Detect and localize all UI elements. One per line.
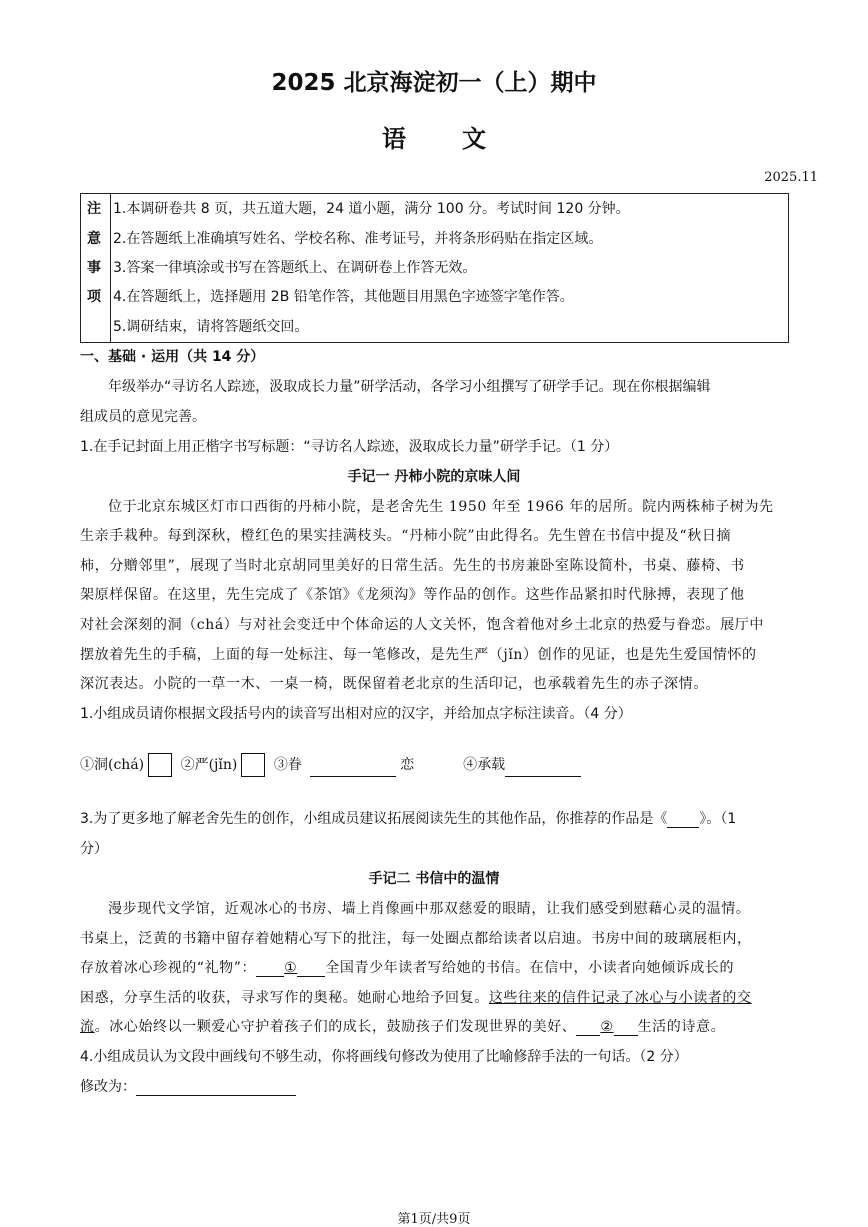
answer-blank-3[interactable] — [310, 776, 396, 777]
exam-title: 2025 北京海淀初一（上）期中 — [271, 70, 597, 96]
question-3-cont: 分） — [80, 841, 108, 857]
note1-line: 柿，分赠邻里”，展现了当时北京胡同里美好的日常生活。先生的书房兼卧室陈设简朴，书桌、藤椅、书 — [80, 558, 745, 574]
notice-line: 2.在答题纸上准确填写姓名、学校名称、准考证号，并将条形码贴在指定区域。 — [113, 231, 603, 247]
note2-title: 手记二 书信中的温情 — [368, 871, 500, 887]
note1-line: 位于北京东城区灯市口西街的丹柿小院，是老舍先生 1950 年至 1966 年的居所。院内两株柿子树为先 — [108, 499, 774, 515]
note1-title: 手记一 丹柿小院的京味人间 — [347, 469, 521, 485]
note2-line — [80, 987, 752, 1007]
notice-char: 注 — [87, 201, 101, 217]
q3-points: 》。（1 — [699, 811, 737, 827]
q2-item-4: ④承载 — [463, 757, 506, 773]
note2-line — [80, 957, 734, 977]
q3-text: 3.为了更多地了解老舍先生的创作，小组成员建议拓展阅读先生的其他作品，你推荐的作品是《 — [80, 811, 668, 827]
note1-line: 深沉表达。小院的一草一木、一桌一椅，既保留着老北京的生活印记，也承载着先生的赤子深情。 — [80, 676, 708, 692]
question-3 — [80, 808, 736, 828]
answer-box-1[interactable] — [148, 753, 172, 777]
note2-text: 生活的诗意。 — [637, 1019, 726, 1035]
underlined-sentence: 这些往来的信件记录了冰心与小读者的交 — [488, 990, 752, 1006]
intro-line: 年级举办“寻访名人踪迹，汲取成长力量”研学活动，各学习小组撰写了研学手记。现在你根据编辑 — [108, 379, 711, 395]
answer-box-2[interactable] — [241, 753, 265, 777]
q2-item-2: ②严(jǐn) — [180, 757, 238, 773]
note1-line: 架原样保留。在这里，先生完成了《茶馆》《龙须沟》等作品的创作。这些作品紧扣时代脉搏，表现了他 — [80, 587, 745, 603]
notice-char: 事 — [87, 260, 101, 276]
question-2-answers — [80, 753, 581, 777]
notice-box — [80, 193, 789, 343]
answer-line-q4[interactable] — [136, 1095, 296, 1096]
question-2: 1.小组成员请你根据文段括号内的读音写出相对应的汉字，并给加点字标注读音。（4 分） — [80, 706, 632, 722]
blank-number-1: ① — [284, 960, 298, 976]
blank-2b[interactable] — [614, 1035, 638, 1036]
notice-line: 3.答案一律填涂或书写在答题纸上、在调研卷上作答无效。 — [113, 260, 477, 276]
note2-line — [80, 1016, 725, 1036]
note2-line: 漫步现代文学馆，近观冰心的书房、墙上肖像画中那双慈爱的眼睛，让我们感受到慰藉心灵的温情。 — [108, 901, 751, 917]
question-1: 1.在手记封面上用正楷字书写标题：“寻访名人踪迹，汲取成长力量”研学手记。（1 分） — [80, 439, 619, 455]
answer-label: 修改为： — [80, 1079, 136, 1095]
underlined-sentence-end: 流 — [80, 1019, 95, 1035]
notice-char: 意 — [87, 231, 101, 247]
notice-line: 5.调研结束，请将答题纸交回。 — [113, 319, 309, 335]
intro-line: 组成员的意见完善。 — [80, 409, 206, 425]
answer-blank-4[interactable] — [505, 776, 581, 777]
q2-item-3: ③眷 — [273, 757, 302, 773]
blank-1a[interactable] — [256, 976, 284, 977]
exam-date: 2025.11 — [764, 170, 818, 185]
note2-text: 全国青少年读者写给她的书信。在信中，小读者向她倾诉成长的 — [325, 960, 735, 976]
question-4: 4.小组成员认为文段中画线句不够生动，你将画线句修改为使用了比喻修辞手法的一句话。（2 分） — [80, 1049, 688, 1065]
note2-text: 。冰心始终以一颗爱心守护着孩子们的成长，鼓励孩子们发现世界的美好、 — [94, 1019, 577, 1035]
notice-char: 项 — [87, 289, 101, 305]
note1-line: 对社会深刻的洞（chá）与对社会变迁中个体命运的人文关怀，饱含着他对乡土北京的热爱与眷恋。展厅中 — [80, 617, 765, 633]
blank-2a[interactable] — [576, 1035, 600, 1036]
subject-title: 语文 — [382, 124, 542, 153]
section-heading: 一、基础 · 运用（共 14 分） — [80, 349, 265, 365]
note2-text: 困惑，分享生活的收获，寻求写作的奥秘。她耐心地给予回复。 — [80, 990, 489, 1006]
answer-blank-q3[interactable] — [667, 827, 699, 828]
q2-item-1: ①洞(chá) — [80, 757, 145, 773]
note2-text: 存放着冰心珍视的“礼物”： — [80, 960, 257, 976]
notice-line: 4.在答题纸上，选择题用 2B 铅笔作答，其他题目用黑色字迹签字笔作答。 — [113, 289, 574, 305]
page-footer: 第1页/共9页 — [397, 1212, 471, 1227]
blank-number-2: ② — [600, 1019, 614, 1035]
note1-line: 生亲手栽种。每到深秋，橙红色的果实挂满枝头。“丹柿小院”由此得名。先生曾在书信中提及“秋日摘 — [80, 528, 732, 544]
notice-line: 1.本调研卷共 8 页，共五道大题，24 道小题，满分 100 分。考试时间 120 分钟。 — [113, 201, 630, 217]
blank-1b[interactable] — [297, 976, 325, 977]
question-4-answer — [80, 1076, 296, 1096]
q2-item-3-suffix: 恋 — [400, 757, 415, 773]
note1-line: 摆放着先生的手稿，上面的每一处标注、每一笔修改，是先生严（jǐn）创作的见证，也是先生爱国情怀的 — [80, 647, 757, 663]
note2-line: 书桌上，泛黄的书籍中留存着她精心写下的批注，每一处圈点都给读者以启迪。书房中间的玻璃展柜内， — [80, 931, 752, 947]
notice-side-label — [81, 194, 111, 342]
